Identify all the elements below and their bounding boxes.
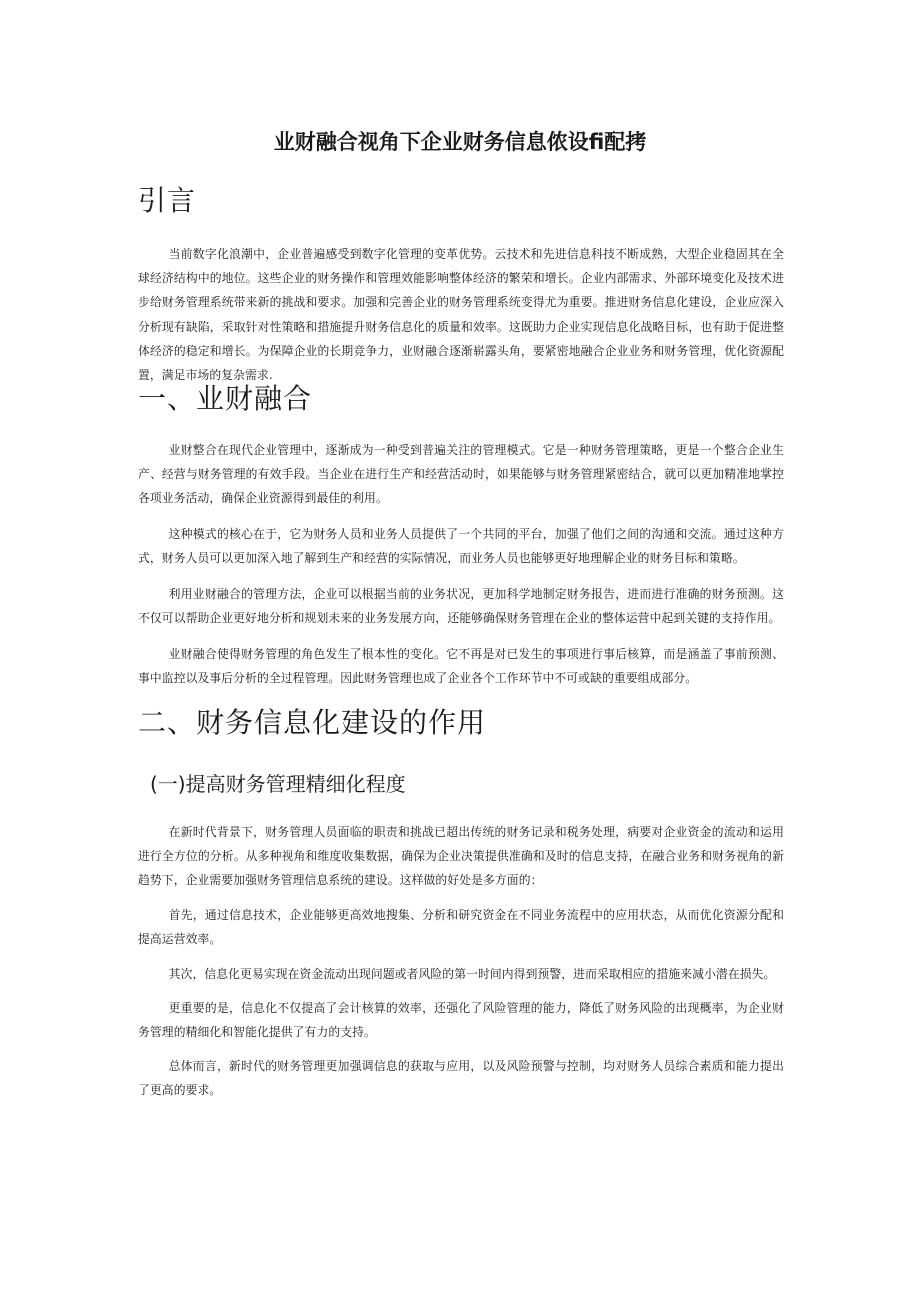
paragraph-informatization-5: 总体而言，新时代的财务管理更加强调信息的获取与应用，以及风险预警与控制，均对财务人员综合素质和能力提出了更高的要求。 xyxy=(138,1059,784,1098)
paragraph-informatization-4: 更重要的是，信息化不仅提高了会计核算的效率，还强化了风险管理的能力，降低了财务风险的出现概率，为企业财务管理的精细化和智能化提供了有力的支持。 xyxy=(138,1001,784,1040)
subsection-heading-refinement: (一)提高财务管理精细化程度 xyxy=(150,772,406,796)
paragraph-integration-3: 利用业财融合的管理方法，企业可以根据当前的业务状况，更加科学地制定财务报告，进而进行准确的财务预测。这不仅可以帮助企业更好地分析和规划未来的业务发展方向，还能够确保财务管理在企业的整体运营中起到关键的支持作用。 xyxy=(138,587,784,626)
section-heading-introduction: 引言 xyxy=(138,184,197,217)
paragraph-informatization-3: 其次，信息化更易实现在资金流动出现问题或者风险的第一时间内得到预警，进而采取相应的措施来减小潜在损失。 xyxy=(168,967,776,981)
section-heading-business-finance-integration: 一、业财融合 xyxy=(138,382,313,415)
document-title: 业财融合视角下企业财务信息侬设fi配拷 xyxy=(273,130,647,154)
paragraph-introduction: 当前数字化浪潮中，企业普遍感受到数字化管理的变革优势。云技术和先进信息科技不断成熟，大型企业稳固其在全球经济结构中的地位。这些企业的财务操作和管理效能影响整体经济的繁荣和增长。企业内部需求、外部环境变化及技术进步给财务管理系统带来新的挑战和要求。加强和完善企业的财务管理系统变得尤为重要。推进财务信息化建设，企业应深入分析现有缺陷，采取针对性策略和措施提升财务信息化的质量和效率。这既助力企业实现信息化战略目标，也有助于促进整体经济的稳定和增长。为保障企业的长期竞争力，业财融合逐渐崭露头角，要紧密地融合企业业务和财务管理，优化资源配置，满足市场的复杂需求. xyxy=(138,247,784,383)
paragraph-integration-2: 这种模式的核心在于，它为财务人员和业务人员提供了一个共同的平台，加强了他们之间的沟通和交流。通过这种方式，财务人员可以更加深入地了解到生产和经营的实际情况，而业务人员也能够更好地理解企业的财务目标和策略。 xyxy=(138,527,784,566)
paragraph-informatization-2: 首先，通过信息技术，企业能够更高效地搜集、分析和研究资金在不同业务流程中的应用状态，从而优化资源分配和提高运营效率。 xyxy=(138,908,784,947)
paragraph-integration-4: 业财融合使得财务管理的角色发生了根本性的变化。它不再是对已发生的事项进行事后核算，而是涵盖了事前预测、事中监控以及事后分析的全过程管理。因此财务管理也成了企业各个工作环节中不可或缺的重要组成部分。 xyxy=(138,647,784,686)
paragraph-informatization-1: 在新时代背景下，财务管理人员面临的职责和挑战已超出传统的财务记录和税务处理，病要对企业资金的流动和运用进行全方位的分析。从多种视角和维度收集数据，确保为企业决策提供准确和及时的信息支持，在融合业务和财务视角的新趋势下，企业需要加强财务管理信息系统的建设。这样做的好处是多方面的： xyxy=(138,825,784,888)
paragraph-integration-1: 业财整合在现代企业管理中，逐渐成为一种受到普遍关注的管理模式。它是一种财务管理策略，更是一个整合企业生产、经营与财务管理的有效手段。当企业在进行生产和经营活动时，如果能够与财务管理紧密结合，就可以更加精准地掌控各项业务活动，确保企业资源得到最佳的利用。 xyxy=(138,443,784,506)
section-heading-informatization-role: 二、财务信息化建设的作用 xyxy=(138,706,487,739)
